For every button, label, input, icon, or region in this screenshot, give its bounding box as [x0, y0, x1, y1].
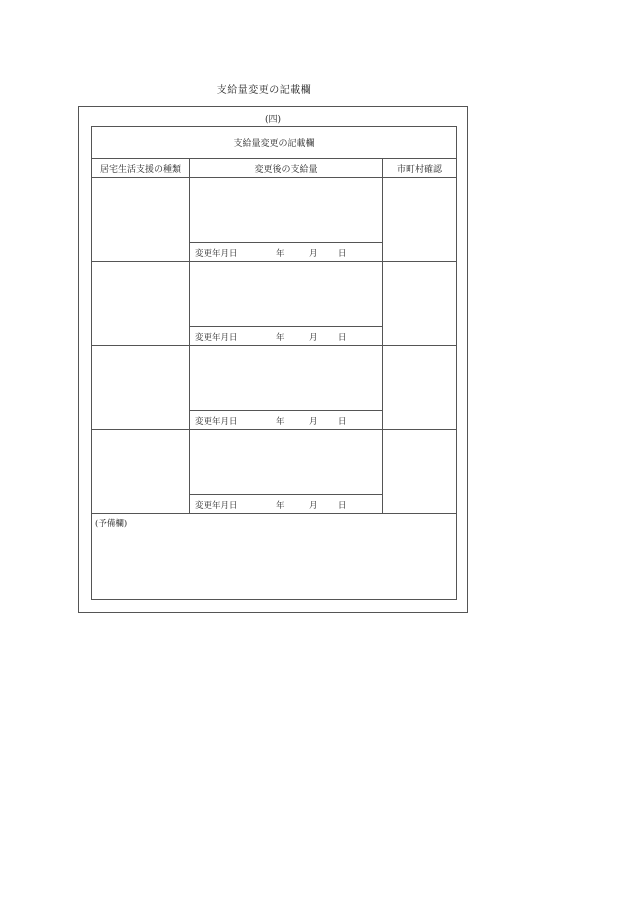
year-label: 年: [276, 333, 285, 343]
municipal-confirm-cell[interactable]: [383, 262, 456, 345]
table-row: [92, 346, 456, 430]
month-label: 月: [309, 417, 318, 427]
table-row: [92, 430, 456, 514]
changed-amount-cell[interactable]: [190, 178, 383, 261]
change-date-line: [190, 494, 382, 513]
municipal-confirm-cell[interactable]: [383, 430, 456, 513]
table-row: [92, 262, 456, 346]
changed-amount-cell[interactable]: [190, 346, 383, 429]
document-title: 支給量変更の記載欄: [216, 85, 312, 96]
table-row: [92, 178, 456, 262]
year-label: 年: [276, 501, 285, 511]
day-label: 日: [338, 249, 347, 259]
change-date-label: 変更年月日: [195, 501, 238, 511]
header-service-type: 居宅生活支援の種類: [92, 159, 190, 178]
service-type-cell[interactable]: [92, 178, 190, 261]
header-municipal-confirm: 市町村確認: [383, 159, 456, 178]
month-label: 月: [309, 501, 318, 511]
day-label: 日: [338, 501, 347, 511]
change-date-line: [190, 326, 382, 345]
reserve-area[interactable]: [92, 514, 456, 599]
year-label: 年: [276, 417, 285, 427]
reserve-label: (予備欄): [95, 519, 128, 529]
month-label: 月: [309, 249, 318, 259]
change-date-label: 変更年月日: [195, 249, 238, 259]
change-date-label: 変更年月日: [195, 417, 238, 427]
service-type-cell[interactable]: [92, 262, 190, 345]
change-date-line: [190, 410, 382, 429]
changed-amount-cell[interactable]: [190, 430, 383, 513]
change-record-table: [91, 126, 457, 600]
form-frame: [78, 106, 468, 613]
table-title-text: 支給量変更の記載欄: [233, 139, 315, 149]
year-label: 年: [276, 249, 285, 259]
page-number: (四): [264, 115, 282, 125]
municipal-confirm-cell[interactable]: [383, 178, 456, 261]
change-date-line: [190, 242, 382, 261]
change-date-label: 変更年月日: [195, 333, 238, 343]
day-label: 日: [338, 417, 347, 427]
header-changed-amount: 変更後の支給量: [190, 159, 383, 178]
day-label: 日: [338, 333, 347, 343]
month-label: 月: [309, 333, 318, 343]
service-type-cell[interactable]: [92, 430, 190, 513]
table-title: [92, 127, 456, 159]
changed-amount-cell[interactable]: [190, 262, 383, 345]
service-type-cell[interactable]: [92, 346, 190, 429]
municipal-confirm-cell[interactable]: [383, 346, 456, 429]
